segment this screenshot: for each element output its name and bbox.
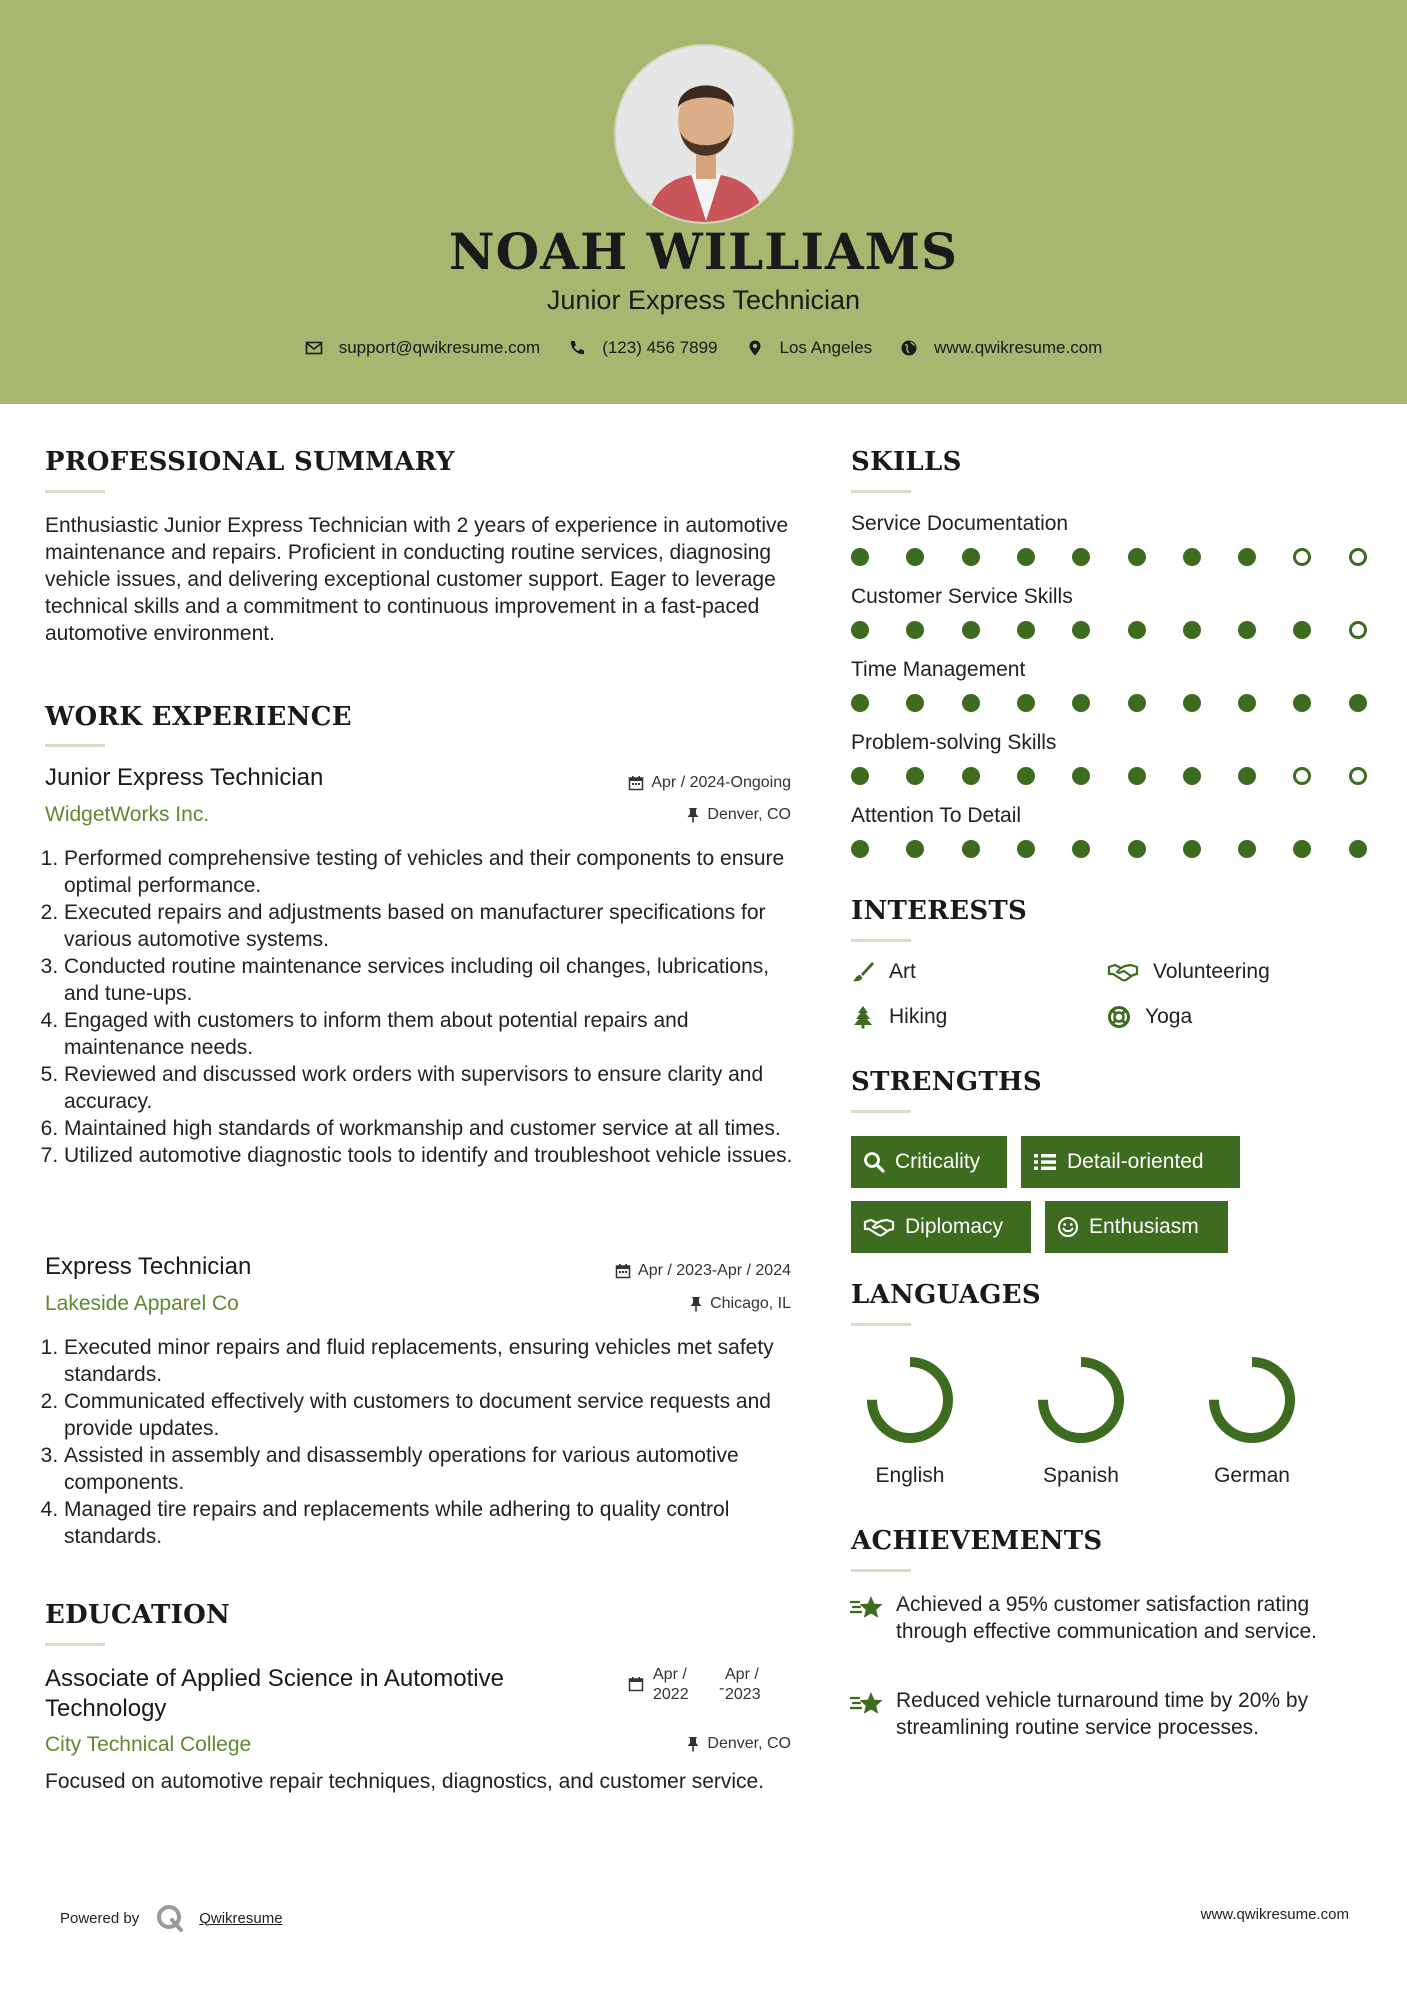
- language-progress-arc: [1214, 1362, 1290, 1438]
- rating-dot-filled: [1017, 767, 1035, 785]
- rating-dot-filled: [1293, 694, 1311, 712]
- education-location: [480, 1735, 791, 1753]
- language-progress-arc: [1043, 1362, 1119, 1438]
- rating-dot-filled: [962, 767, 980, 785]
- list-item: 3. Conducted routine maintenance services including oil changes, lubrications, and tune-ups.: [64, 953, 805, 1007]
- job-title: Junior Express Technician: [45, 764, 324, 791]
- skill-name: Customer Service Skills: [851, 585, 1073, 608]
- job-location: [480, 1295, 791, 1313]
- strength-chip-criticality: [851, 1136, 1007, 1188]
- search-icon: [863, 1151, 885, 1173]
- edu-end-month: Apr /: [725, 1666, 759, 1683]
- rating-dot-filled: [1238, 840, 1256, 858]
- envelope-icon: [305, 339, 323, 357]
- skill-rating: [851, 840, 1367, 860]
- rating-dot-filled: [851, 840, 869, 858]
- rating-dot-empty: [1293, 767, 1311, 785]
- star-achievement-icon: [850, 1594, 884, 1622]
- job-date: [480, 774, 791, 792]
- phone-icon: [568, 339, 586, 357]
- list-item: 1. Executed minor repairs and fluid replacements, ensuring vehicles met safety standards.: [64, 1334, 805, 1388]
- language-progress-ring: [862, 1352, 958, 1448]
- school-name: City Technical College: [45, 1733, 252, 1756]
- candidate-name: NOAH WILLIAMS: [448, 222, 959, 281]
- list-item: 7. Utilized automotive diagnostic tools to identify and troubleshoot vehicle issues.: [64, 1142, 805, 1169]
- interests-rule: [851, 939, 911, 942]
- strength-chip-diplomacy: [851, 1201, 1031, 1253]
- website-text: www.qwikresume.com: [934, 338, 1103, 357]
- qwikresume-logo-icon: [155, 1903, 185, 1933]
- list-item: 4. Engaged with customers to inform them about potential repairs and maintenance needs.: [64, 1007, 805, 1061]
- strength-chip-enthusiasm: [1045, 1201, 1228, 1253]
- rating-dot-filled: [1183, 767, 1201, 785]
- rating-dot-filled: [1238, 694, 1256, 712]
- job-location-text: Chicago, IL: [710, 1295, 791, 1312]
- pushpin-icon: [686, 1736, 700, 1752]
- contact-phone[interactable]: [568, 338, 717, 358]
- rating-dot-filled: [1072, 548, 1090, 566]
- footer-powered-by: [60, 1903, 283, 1933]
- education-rule: [45, 1643, 105, 1646]
- language-progress-arc: [872, 1362, 948, 1438]
- job-bullets: [45, 845, 805, 1169]
- rating-dot-filled: [1238, 621, 1256, 639]
- rating-dot-filled: [962, 621, 980, 639]
- interest-item-hiking: [851, 1005, 947, 1029]
- footer-website[interactable]: www.qwikresume.com: [1200, 1906, 1349, 1923]
- edu-end-year: 2023: [725, 1686, 761, 1703]
- calendar-icon: [615, 1263, 631, 1279]
- rating-dot-filled: [962, 694, 980, 712]
- rating-dot-filled: [1293, 621, 1311, 639]
- achievements-heading: ACHIEVEMENTS: [851, 1526, 1103, 1556]
- rating-dot-filled: [906, 767, 924, 785]
- rating-dot-filled: [1349, 840, 1367, 858]
- education-heading: EDUCATION: [45, 1600, 231, 1630]
- achievements-rule: [851, 1569, 911, 1572]
- language-name: Spanish: [1043, 1464, 1119, 1487]
- company-name: Lakeside Apparel Co: [45, 1292, 239, 1315]
- job-date-text: Apr / 2024-Ongoing: [651, 774, 791, 791]
- skills-rule: [851, 490, 911, 493]
- skill-rating: [851, 621, 1367, 641]
- globe-icon: [900, 339, 918, 357]
- language-name: English: [875, 1464, 945, 1487]
- list-item: 2. Communicated effectively with customers to document service requests and provide updates.: [64, 1388, 805, 1442]
- education-location-text: Denver, CO: [707, 1735, 791, 1752]
- pushpin-icon: [686, 807, 700, 823]
- strength-chip-detail-oriented: [1021, 1136, 1240, 1188]
- contact-website[interactable]: [900, 338, 1102, 358]
- profile-photo: [614, 44, 794, 224]
- rating-dot-filled: [1238, 767, 1256, 785]
- language-name: German: [1214, 1464, 1290, 1487]
- rating-dot-filled: [906, 694, 924, 712]
- interest-label: Volunteering: [1153, 960, 1270, 983]
- map-marker-icon: [746, 339, 764, 357]
- rating-dot-filled: [906, 621, 924, 639]
- interest-label: Yoga: [1145, 1005, 1193, 1028]
- contact-email[interactable]: [305, 338, 541, 358]
- rating-dot-filled: [1072, 767, 1090, 785]
- rating-dot-filled: [1183, 548, 1201, 566]
- skills-heading: SKILLS: [851, 447, 962, 477]
- rating-dot-empty: [1349, 767, 1367, 785]
- skill-name: Problem-solving Skills: [851, 731, 1057, 754]
- skill-rating: [851, 694, 1367, 714]
- rating-dot-filled: [851, 548, 869, 566]
- edu-date-separator: -: [719, 1680, 725, 1697]
- list-item: 2. Executed repairs and adjustments based on manufacturer specifications for various automotive systems.: [64, 899, 805, 953]
- skill-rating: [851, 767, 1367, 787]
- strength-label: Diplomacy: [905, 1215, 1004, 1238]
- rating-dot-filled: [1183, 694, 1201, 712]
- rating-dot-filled: [1183, 840, 1201, 858]
- list-item: 3. Assisted in assembly and disassembly operations for various automotive components.: [64, 1442, 805, 1496]
- rating-dot-filled: [1017, 621, 1035, 639]
- list-item: 4. Managed tire repairs and replacements while adhering to quality control standards.: [64, 1496, 805, 1550]
- rating-dot-filled: [851, 694, 869, 712]
- language-progress-ring: [1204, 1352, 1300, 1448]
- paintbrush-icon: [851, 960, 875, 984]
- rating-dot-filled: [1293, 840, 1311, 858]
- languages-rule: [851, 1323, 911, 1326]
- contact-location: [746, 338, 873, 358]
- strengths-rule: [851, 1110, 911, 1113]
- person-photo-icon: [616, 46, 794, 224]
- rating-dot-filled: [906, 548, 924, 566]
- job-date: [480, 1262, 791, 1280]
- rating-dot-filled: [1072, 694, 1090, 712]
- language-progress-ring: [1033, 1352, 1129, 1448]
- education-description: Focused on automotive repair techniques, diagnostics, and customer service.: [45, 1770, 765, 1793]
- rating-dot-filled: [1017, 840, 1035, 858]
- interest-label: Hiking: [889, 1005, 948, 1028]
- rating-dot-filled: [1072, 621, 1090, 639]
- education-date: [628, 1666, 798, 1710]
- handshake-icon: [1107, 960, 1139, 984]
- pushpin-icon: [689, 1296, 703, 1312]
- rating-dot-filled: [851, 621, 869, 639]
- calendar-icon: [628, 1676, 644, 1692]
- location-text: Los Angeles: [779, 338, 873, 357]
- summary-heading: PROFESSIONAL SUMMARY: [45, 447, 455, 477]
- lifebuoy-icon: [1107, 1005, 1131, 1029]
- rating-dot-filled: [1072, 840, 1090, 858]
- list-icon: [1033, 1151, 1057, 1173]
- languages-heading: LANGUAGES: [851, 1280, 1041, 1310]
- brand-link[interactable]: Qwikresume: [199, 1909, 283, 1927]
- interest-item-yoga: [1107, 1005, 1192, 1029]
- strengths-heading: STRENGTHS: [851, 1067, 1042, 1097]
- interest-label: Art: [889, 960, 916, 983]
- skill-name: Service Documentation: [851, 512, 1069, 535]
- work-rule: [45, 744, 105, 747]
- rating-dot-empty: [1293, 548, 1311, 566]
- job-location: [480, 806, 791, 824]
- achievement-item: Reduced vehicle turnaround time by 20% by streamlining routine service processes.: [896, 1689, 1309, 1739]
- interests-heading: INTERESTS: [851, 896, 1028, 926]
- edu-start-year: 2022: [653, 1686, 689, 1703]
- rating-dot-filled: [1128, 548, 1146, 566]
- calendar-icon: [628, 775, 644, 791]
- powered-by-text: Powered by: [60, 1909, 140, 1927]
- achievement-item: Achieved a 95% customer satisfaction rating through effective communication and service.: [896, 1593, 1318, 1643]
- contact-bar: [0, 338, 1407, 358]
- list-item: 6. Maintained high standards of workmanship and customer service at all times.: [64, 1115, 805, 1142]
- rating-dot-filled: [851, 767, 869, 785]
- job-date-text: Apr / 2023-Apr / 2024: [638, 1262, 791, 1279]
- strength-label: Detail-oriented: [1067, 1150, 1204, 1173]
- company-name: WidgetWorks Inc.: [45, 803, 210, 826]
- phone-text: (123) 456 7899: [602, 338, 718, 357]
- rating-dot-filled: [1349, 694, 1367, 712]
- job-bullets: [45, 1334, 805, 1550]
- rating-dot-filled: [1017, 694, 1035, 712]
- candidate-title: Junior Express Technician: [546, 285, 861, 315]
- rating-dot-filled: [1128, 767, 1146, 785]
- job-title: Express Technician: [45, 1253, 252, 1280]
- rating-dot-filled: [1128, 840, 1146, 858]
- interest-item-volunteering: [1107, 960, 1270, 984]
- rating-dot-empty: [1349, 548, 1367, 566]
- interest-item-art: [851, 960, 916, 984]
- rating-dot-filled: [962, 548, 980, 566]
- rating-dot-filled: [906, 840, 924, 858]
- handshake-icon: [863, 1216, 895, 1238]
- summary-text: Enthusiastic Junior Express Technician with 2 years of experience in automotive maintenance and repairs. Proficient in conducting routine services, diagnosing vehicle issues, and delivering exceptional customer support. Eager to leverage technical skills and a commitment to continuous improvement in a fast-paced automotive environment.: [45, 514, 789, 645]
- resume-header: [0, 0, 1407, 404]
- rating-dot-filled: [1238, 548, 1256, 566]
- rating-dot-filled: [1128, 694, 1146, 712]
- rating-dot-filled: [1017, 548, 1035, 566]
- rating-dot-filled: [962, 840, 980, 858]
- skill-rating: [851, 548, 1367, 568]
- list-item: 1. Performed comprehensive testing of vehicles and their components to ensure optimal performance.: [64, 845, 805, 899]
- rating-dot-filled: [1128, 621, 1146, 639]
- degree-title: Associate of Applied Science in Automotive Technology: [45, 1665, 504, 1722]
- job-location-text: Denver, CO: [707, 806, 791, 823]
- smile-icon: [1057, 1216, 1079, 1238]
- skill-name: Time Management: [851, 658, 1026, 681]
- summary-rule: [45, 490, 105, 493]
- edu-start-month: Apr /: [653, 1666, 687, 1683]
- list-item: 5. Reviewed and discussed work orders with supervisors to ensure clarity and accuracy.: [64, 1061, 805, 1115]
- rating-dot-filled: [1183, 621, 1201, 639]
- star-achievement-icon: [850, 1690, 884, 1718]
- tree-icon: [851, 1005, 875, 1029]
- email-text: support@qwikresume.com: [338, 338, 541, 357]
- strength-label: Enthusiasm: [1089, 1215, 1199, 1238]
- work-heading: WORK EXPERIENCE: [45, 702, 352, 732]
- rating-dot-empty: [1349, 621, 1367, 639]
- skill-name: Attention To Detail: [851, 804, 1022, 827]
- strength-label: Criticality: [895, 1150, 981, 1173]
